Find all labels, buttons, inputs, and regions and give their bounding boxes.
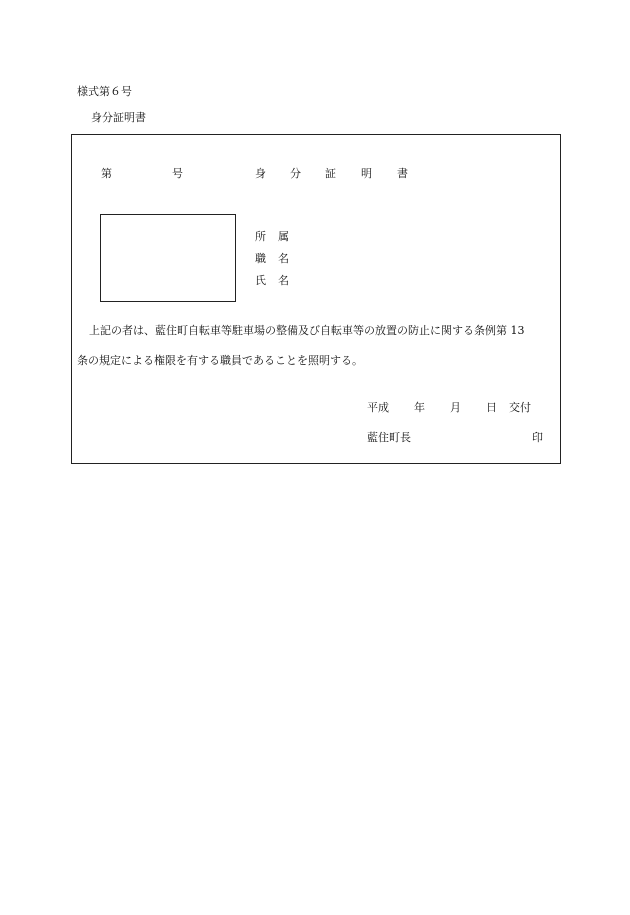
card-title-char-3: 証 [325, 167, 336, 180]
card-title-char-5: 書 [397, 167, 408, 180]
card-number-suffix: 号 [172, 167, 183, 180]
issued-label: 交付 [509, 401, 531, 414]
date-month: 月 [450, 401, 461, 414]
body-text-line-1: 上記の者は、藍住町自転車等駐車場の整備及び自転車等の放置の防止に関する条例第 13 [89, 324, 525, 337]
field-position-char-1: 職 [255, 252, 266, 265]
field-name-char-2: 名 [278, 274, 289, 287]
date-year: 年 [414, 401, 425, 414]
seal-mark: 印 [532, 431, 543, 444]
photo-box [100, 214, 236, 302]
field-affiliation-char-2: 属 [278, 230, 289, 243]
date-day: 日 [486, 401, 497, 414]
card-title-char-4: 明 [361, 167, 372, 180]
field-name-char-1: 氏 [255, 274, 266, 287]
issuer-title: 藍住町長 [367, 431, 411, 444]
field-position-char-2: 名 [278, 252, 289, 265]
document-subtitle: 身分証明書 [91, 111, 146, 124]
card-title-char-1: 身 [255, 167, 266, 180]
field-affiliation-char-1: 所 [255, 230, 266, 243]
card-title-char-2: 分 [290, 167, 301, 180]
form-number: 様式第６号 [77, 85, 132, 98]
body-text-line-2: 条の規定による権限を有する職員であることを照明する。 [77, 354, 363, 367]
date-era: 平成 [367, 401, 389, 414]
card-number-prefix: 第 [101, 167, 112, 180]
